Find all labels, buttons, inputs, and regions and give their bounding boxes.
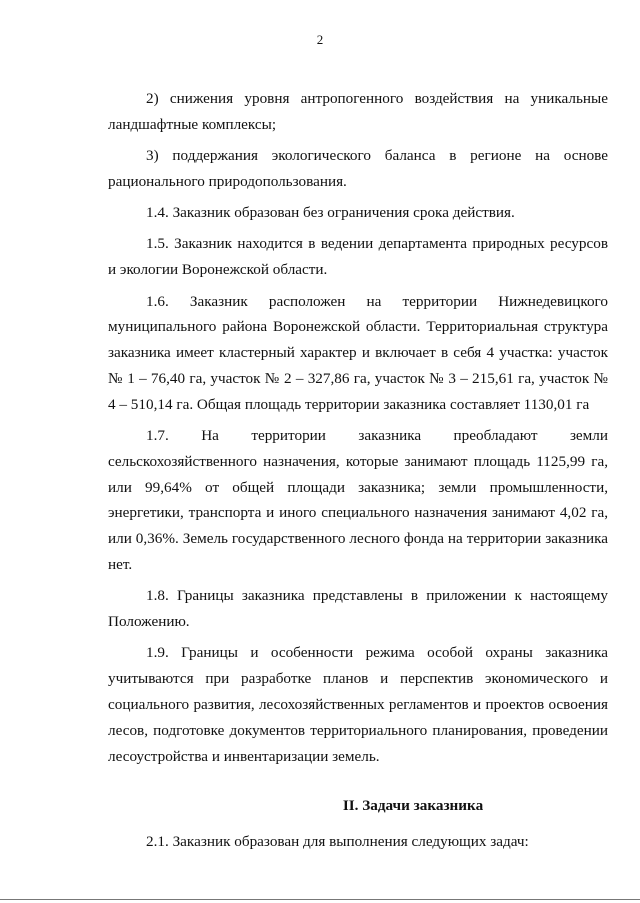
- paragraph-2-1: 2.1. Заказник образован для выполнения следующих задач:: [146, 833, 529, 851]
- paragraph-item-2: 2) снижения уровня антропогенного воздействия на уникальные ландшафтные комплексы;: [108, 90, 608, 133]
- paragraph-1-7: 1.7. На территории заказника преобладают земли сельскохозяйственного назначения, которые занимают площадь 1125,99 га, или 99,64% от общей площади заказника; земли промышленности, энергетики, транспорта и иного специального назначения занимают 4,02 га, или 0,36%. Земель государственного лесного фонда на территории заказника нет.: [108, 427, 608, 574]
- paragraph-item-3: 3) поддержания экологического баланса в регионе на основе рационального природопользования.: [108, 147, 608, 190]
- page-number: 2: [316, 32, 324, 47]
- paragraph-1-8: 1.8. Границы заказника представлены в приложении к настоящему Положению.: [108, 587, 608, 631]
- paragraph-1-4: 1.4. Заказник образован без ограничения срока действия.: [146, 204, 515, 222]
- document-body: [108, 86, 608, 861]
- section-heading: II. Задачи заказника: [342, 797, 484, 815]
- page-bottom-edge: [0, 899, 640, 900]
- paragraph-1-5: 1.5. Заказник находится в ведении департамента природных ресурсов и экологии Воронежской области.: [108, 235, 608, 279]
- paragraph-1-9: 1.9. Границы и особенности режима особой охраны заказника учитываются при разработке планов и перспектив экономического и социального развития, лесохозяйственных регламентов и проектов освоения лесов, подготовке документов территориального планирования, проведении лесоустройства и инвентаризации земель.: [108, 644, 608, 765]
- paragraph-1-6: 1.6. Заказник расположен на территории Нижнедевицкого муниципального района Воронежской области. Территориальная структура заказника имеет кластерный характер и включает в себя 4 участка: участок № 1 – 76,40 га, участок № 2 – 327,86 га, участок № 3 – 215,61 га, участок № 4 – 510,14 га. Общая площадь территории заказника составляет 1130,01 га: [108, 292, 608, 413]
